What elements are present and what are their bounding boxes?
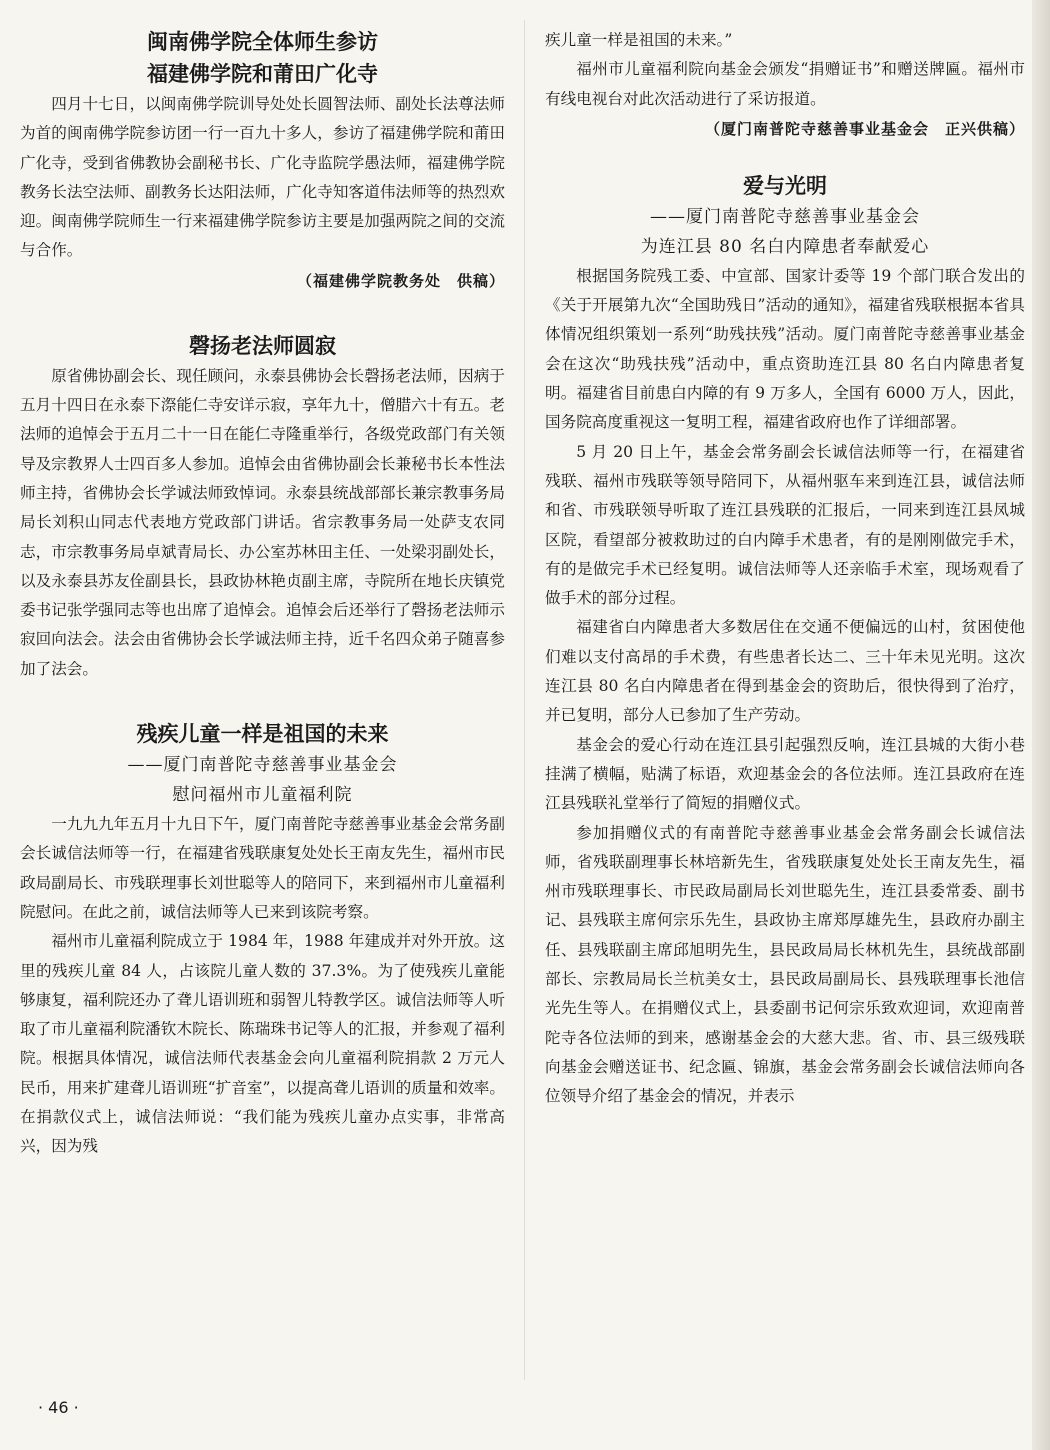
article-paragraph-2: 5 月 20 日上午，基金会常务副会长诚信法师等一行，在福建省残联、福州市残联等领导陪同下，从福州驱车来到连江县，诚信法师和省、市残联领导听取了连江县残联的汇报后，一同来到连江县凤城区院，看望部分被救助过的白内障手术患者，有的是刚刚做完手术，有的是做完手术已经复明。诚信法师等人还亲临手术室，现场观看了做手术的部分过程。 <box>545 442 1025 608</box>
page-number: · 46 · <box>38 1398 79 1417</box>
article-paragraph-1: 根据国务院残工委、中宣部、国家计委等 19 个部门联合发出的《关于开展第九次“全国助残日”活动的通知》，福建省残联根据本省具体情况组织策划一系列“助残扶残”活动。厦门南普陀寺慈善事业基金会在这次“助残扶残”活动中，重点资助连江县 80 名白内障患者复明。福建省目前患白内障的有 9 万多人，全国有 6000 万人，因此，国务院高度重视这一复明工程，福建省政府也作了详细部署。 <box>545 266 1025 432</box>
right-column <box>545 26 1025 1112</box>
article-subtitle-1: ——厦门南普陀寺慈善事业基金会 <box>127 755 398 776</box>
article-paragraph-2: 福州市儿童福利院成立于 1984 年，1988 年建成并对外开放。这里的残疾儿童 84 人，占该院儿童人数的 37.3%。为了使残疾儿童能够康复，福利院还办了聋儿语训班和弱智儿特教学区。诚信法师等人听取了市儿童福利院潘钦木院长、陈瑞珠书记等人的汇报，并参观了福利院。根据具体情况，诚信法师代表基金会向儿童福利院捐款 2 万元人民币，用来扩建聋儿语训班“扩音室”，以提高聋儿语训的质量和效率。在捐款仪式上，诚信法师说：“我们能为残疾儿童办点实事，非常高兴，因为残 <box>20 932 505 1156</box>
article-title: 残疾儿童一样是祖国的未来 <box>136 722 389 747</box>
left-column <box>20 26 505 1162</box>
article-body: 四月十七日，以闽南佛学院训导处处长圆智法师、副处长法尊法师为首的闽南佛学院参访团一行一百九十多人，参访了福建佛学院和莆田广化寺，受到省佛教协会副秘书长、广化寺监院学愚法师，福建佛学院教务长法空法师、副教务长达阳法师，广化寺知客道伟法师等的热烈欢迎。闽南佛学院师生一行来福建佛学院参访主要是加强两院之间的交流与合作。 <box>20 95 505 260</box>
article-subtitle-1: ——厦门南普陀寺慈善事业基金会 <box>650 206 920 227</box>
article-foxue-visit <box>20 26 505 296</box>
article-love-and-light <box>545 170 1025 1112</box>
article-subtitle-2: 慰问福州市儿童福利院 <box>172 785 353 806</box>
article-credit: （厦门南普陀寺慈善事业基金会 正兴供稿） <box>704 119 1025 138</box>
article-subtitle-2: 为连江县 80 名白内障患者奉献爱心 <box>640 236 930 257</box>
article-paragraph-3: 福建省白内障患者大多数居住在交通不便偏远的山村，贫困使他们难以支付高昂的手术费，有些患者长达二、三十年未见光明。这次连江县 80 名白内障患者在得到基金会的资助后，很快得到了治疗，并已复明，部分人已参加了生产劳动。 <box>545 618 1025 725</box>
article-paragraph-1: 一九九九年五月十九日下午，厦门南普陀寺慈善事业基金会常务副会长诚信法师等一行，在福建省残联康复处处长王南友先生，福州市民政局副局长、市残联理事长刘世聪等人的陪同下，来到福州市儿童福利院慰问。在此之前，诚信法师等人已来到该院考察。 <box>20 815 505 921</box>
article-title: 爱与光明 <box>743 173 827 198</box>
article-title: 磬扬老法师圆寂 <box>189 333 336 358</box>
article-paragraph-5: 参加捐赠仪式的有南普陀寺慈善事业基金会常务副会长诚信法师，省残联副理事长林培新先生，省残联康复处处长王南友先生，福州市残联理事长、市民政局副局长刘世聪先生，连江县委常委、副书记、县残联主席何宗乐先生，县政协主席郑厚雄先生，县政府办副主任、县残联副主席邱旭明先生，县民政局局长林机先生，县统战部副部长、宗教局局长兰杭美女士，县民政局副局长、县残联理事长池信光先生等人。在捐赠仪式上，县委副书记何宗乐致欢迎词，欢迎南普陀寺各位法师的到来，感谢基金会的大慈大悲。省、市、县三级残联向基金会赠送证书、纪念匾、锦旗，基金会常务副会长诚信法师向各位领导介绍了基金会的情况，并表示 <box>545 823 1025 1106</box>
page-binding-shadow <box>1032 0 1050 1450</box>
article-body: 原省佛协副会长、现任顾问，永泰县佛协会长磬扬老法师，因病于五月十四日在永泰下漈能仁寺安详示寂，享年九十，僧腊六十有五。老法师的追悼会于五月二十一日在能仁寺隆重举行，各级党政部门有关领导及宗教界人士四百多人参加。追悼会由省佛协副会长兼秘书长本性法师主持，省佛协会长学诚法师致悼词。永泰县统战部部长兼宗教事务局局长刘积山同志代表地方党政部门讲话。省宗教事务局一处萨支农同志，市宗教事务局卓斌青局长、办公室苏林田主任、一处梁羽副处长，以及永泰县苏友佺副县长，县政协林艳贞副主席，寺院所在地长庆镇党委书记张学强同志等也出席了追悼会。追悼会后还举行了磬扬老法师示寂回向法会。法会由省佛协会长学诚法师主持，近千名四众弟子随喜参加了法会。 <box>20 366 505 678</box>
article-credit: （福建佛学院教务处 供稿） <box>296 271 505 290</box>
column-gutter <box>524 20 525 1380</box>
article-title-line2: 福建佛学院和莆田广化寺 <box>147 62 378 86</box>
article-title-line1: 闽南佛学院全体师生参访 <box>147 30 378 54</box>
article-paragraph-4: 基金会的爱心行动在连江县引起强烈反响，连江县城的大街小巷挂满了横幅，贴满了标语，欢迎基金会的各位法师。连江县政府在连江县残联礼堂举行了简短的捐赠仪式。 <box>545 735 1025 813</box>
continued-text: 疾儿童一样是祖国的未来。” <box>545 31 733 49</box>
article-disabled-children <box>20 718 505 1162</box>
article-qingyang-obituary <box>20 330 505 684</box>
article-paragraph: 福州市儿童福利院向基金会颁发“捐赠证书”和赠送牌匾。福州市有线电视台对此次活动进行了采访报道。 <box>545 60 1025 108</box>
